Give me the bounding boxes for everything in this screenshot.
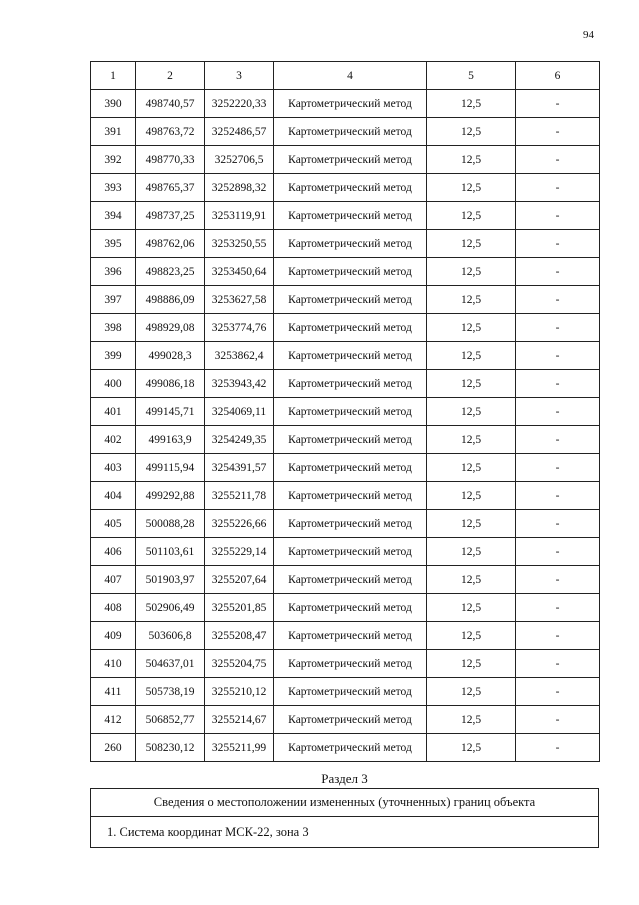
table-row: [91, 118, 600, 146]
table-cell: 392: [91, 146, 136, 174]
table-cell: 399: [91, 342, 136, 370]
header-cell: 1: [91, 62, 136, 90]
table-cell: 3255211,78: [205, 482, 274, 510]
table-cell: 12,5: [427, 650, 516, 678]
table-cell: 3255211,99: [205, 734, 274, 762]
table-cell: 12,5: [427, 594, 516, 622]
table-cell: 404: [91, 482, 136, 510]
table-cell: 3255226,66: [205, 510, 274, 538]
table-header-row: [91, 62, 600, 90]
table-cell: 500088,28: [136, 510, 205, 538]
table-row: [91, 230, 600, 258]
table-row: [91, 566, 600, 594]
info-box: [90, 788, 599, 848]
table-row: [91, 706, 600, 734]
table-cell: 401: [91, 398, 136, 426]
table-cell: Картометрический метод: [274, 398, 427, 426]
table-cell: 499028,3: [136, 342, 205, 370]
header-cell: 4: [274, 62, 427, 90]
table-cell: 3253250,55: [205, 230, 274, 258]
table-row: [91, 482, 600, 510]
table-cell: Картометрический метод: [274, 538, 427, 566]
table-cell: -: [516, 342, 600, 370]
table-cell: 498770,33: [136, 146, 205, 174]
table-cell: 398: [91, 314, 136, 342]
table-row: [91, 678, 600, 706]
table-cell: -: [516, 622, 600, 650]
table-cell: Картометрический метод: [274, 734, 427, 762]
table-cell: 498765,37: [136, 174, 205, 202]
table-cell: 12,5: [427, 202, 516, 230]
table-cell: 12,5: [427, 454, 516, 482]
table-cell: 3255229,14: [205, 538, 274, 566]
table-cell: Картометрический метод: [274, 174, 427, 202]
table-cell: Картометрический метод: [274, 706, 427, 734]
header-cell: 6: [516, 62, 600, 90]
table-cell: 393: [91, 174, 136, 202]
coordinate-system-line: 1. Система координат МСК-22, зона 3: [107, 825, 309, 839]
table-cell: 12,5: [427, 426, 516, 454]
table-cell: -: [516, 538, 600, 566]
table-cell: 391: [91, 118, 136, 146]
table-cell: 3253450,64: [205, 258, 274, 286]
table-cell: 12,5: [427, 622, 516, 650]
table-cell: -: [516, 510, 600, 538]
table-cell: 405: [91, 510, 136, 538]
table-cell: 502906,49: [136, 594, 205, 622]
table-cell: 3254069,11: [205, 398, 274, 426]
table-cell: 12,5: [427, 370, 516, 398]
table-cell: 499115,94: [136, 454, 205, 482]
table-cell: 260: [91, 734, 136, 762]
table-cell: 12,5: [427, 398, 516, 426]
table-cell: Картометрический метод: [274, 566, 427, 594]
table-cell: 408: [91, 594, 136, 622]
table-row: [91, 426, 600, 454]
table-cell: 499086,18: [136, 370, 205, 398]
table-row: [91, 538, 600, 566]
table-cell: 505738,19: [136, 678, 205, 706]
table-row: [91, 174, 600, 202]
header-cell: 2: [136, 62, 205, 90]
table-cell: 12,5: [427, 706, 516, 734]
table-cell: 12,5: [427, 174, 516, 202]
table-cell: 12,5: [427, 230, 516, 258]
table-cell: 12,5: [427, 286, 516, 314]
table-cell: 501103,61: [136, 538, 205, 566]
table-cell: -: [516, 426, 600, 454]
table-cell: 3252486,57: [205, 118, 274, 146]
table-cell: -: [516, 146, 600, 174]
table-row: [91, 314, 600, 342]
table-row: [91, 202, 600, 230]
table-cell: -: [516, 258, 600, 286]
table-cell: -: [516, 370, 600, 398]
table-row: [91, 146, 600, 174]
coordinates-table: [90, 61, 600, 762]
table-cell: Картометрический метод: [274, 258, 427, 286]
table-cell: -: [516, 482, 600, 510]
table-cell: 3252220,33: [205, 90, 274, 118]
table-cell: 411: [91, 678, 136, 706]
info-box-heading: Сведения о местоположении измененных (уточненных) границ объекта: [91, 789, 598, 817]
table-cell: 503606,8: [136, 622, 205, 650]
table-cell: 3252706,5: [205, 146, 274, 174]
table-cell: 3255214,67: [205, 706, 274, 734]
table-cell: 12,5: [427, 734, 516, 762]
table-cell: 400: [91, 370, 136, 398]
table-cell: 498740,57: [136, 90, 205, 118]
table-row: [91, 258, 600, 286]
table-cell: 504637,01: [136, 650, 205, 678]
table-cell: 402: [91, 426, 136, 454]
table-cell: 3255208,47: [205, 622, 274, 650]
table-cell: Картометрический метод: [274, 622, 427, 650]
table-cell: 3255201,85: [205, 594, 274, 622]
table-cell: 499145,71: [136, 398, 205, 426]
table-cell: -: [516, 650, 600, 678]
table-cell: 410: [91, 650, 136, 678]
table-cell: 12,5: [427, 146, 516, 174]
table-cell: Картометрический метод: [274, 370, 427, 398]
table-cell: -: [516, 706, 600, 734]
table-cell: 12,5: [427, 118, 516, 146]
table-row: [91, 342, 600, 370]
table-cell: Картометрический метод: [274, 594, 427, 622]
table-cell: -: [516, 286, 600, 314]
table-cell: 3253774,76: [205, 314, 274, 342]
table-row: [91, 90, 600, 118]
table-cell: 3252898,32: [205, 174, 274, 202]
table-cell: 3253862,4: [205, 342, 274, 370]
table-cell: Картометрический метод: [274, 314, 427, 342]
table-cell: -: [516, 90, 600, 118]
table-cell: 12,5: [427, 538, 516, 566]
table-row: [91, 286, 600, 314]
table-cell: Картометрический метод: [274, 342, 427, 370]
table-row: [91, 370, 600, 398]
table-cell: 395: [91, 230, 136, 258]
table-row: [91, 622, 600, 650]
table-cell: 3254249,35: [205, 426, 274, 454]
table-cell: 12,5: [427, 342, 516, 370]
table-cell: -: [516, 174, 600, 202]
table-cell: 498762,06: [136, 230, 205, 258]
table-cell: 12,5: [427, 258, 516, 286]
table-row: [91, 454, 600, 482]
table-cell: 498823,25: [136, 258, 205, 286]
table-cell: 412: [91, 706, 136, 734]
table-cell: Картометрический метод: [274, 286, 427, 314]
table-cell: 394: [91, 202, 136, 230]
table-cell: 506852,77: [136, 706, 205, 734]
table-row: [91, 510, 600, 538]
table-cell: Картометрический метод: [274, 118, 427, 146]
table-cell: -: [516, 202, 600, 230]
table-cell: 407: [91, 566, 136, 594]
table-row: [91, 398, 600, 426]
table-cell: 499292,88: [136, 482, 205, 510]
table-cell: 397: [91, 286, 136, 314]
table-cell: 499163,9: [136, 426, 205, 454]
table-cell: -: [516, 314, 600, 342]
table-cell: -: [516, 678, 600, 706]
table-cell: 403: [91, 454, 136, 482]
table-cell: -: [516, 454, 600, 482]
table-cell: Картометрический метод: [274, 482, 427, 510]
table-row: [91, 594, 600, 622]
table-cell: 3255210,12: [205, 678, 274, 706]
table-cell: 3254391,57: [205, 454, 274, 482]
table-cell: -: [516, 734, 600, 762]
header-cell: 5: [427, 62, 516, 90]
table-cell: 3253943,42: [205, 370, 274, 398]
table-cell: 12,5: [427, 90, 516, 118]
table-cell: 12,5: [427, 566, 516, 594]
table-cell: -: [516, 230, 600, 258]
table-row: [91, 650, 600, 678]
table-cell: Картометрический метод: [274, 678, 427, 706]
table-cell: -: [516, 566, 600, 594]
table-cell: 12,5: [427, 482, 516, 510]
table-cell: 409: [91, 622, 136, 650]
table-row: [91, 734, 600, 762]
page-number: 94: [583, 29, 594, 41]
table-cell: Картометрический метод: [274, 202, 427, 230]
table-cell: 406: [91, 538, 136, 566]
section-title: Раздел 3: [321, 771, 368, 786]
table-cell: 12,5: [427, 510, 516, 538]
table-cell: -: [516, 594, 600, 622]
table-cell: Картометрический метод: [274, 230, 427, 258]
table-cell: 396: [91, 258, 136, 286]
table-cell: 3253627,58: [205, 286, 274, 314]
header-cell: 3: [205, 62, 274, 90]
table-cell: 3253119,91: [205, 202, 274, 230]
table-body: [91, 90, 600, 762]
table-cell: 498886,09: [136, 286, 205, 314]
table-cell: Картометрический метод: [274, 650, 427, 678]
table-cell: 501903,97: [136, 566, 205, 594]
table-cell: 12,5: [427, 314, 516, 342]
table-cell: 498737,25: [136, 202, 205, 230]
table-cell: 390: [91, 90, 136, 118]
table-cell: Картометрический метод: [274, 426, 427, 454]
table-cell: 508230,12: [136, 734, 205, 762]
table-cell: 498763,72: [136, 118, 205, 146]
table-cell: Картометрический метод: [274, 90, 427, 118]
table-cell: Картометрический метод: [274, 454, 427, 482]
table-cell: 498929,08: [136, 314, 205, 342]
table-cell: Картометрический метод: [274, 510, 427, 538]
table-cell: 3255204,75: [205, 650, 274, 678]
table-cell: -: [516, 398, 600, 426]
table-cell: 12,5: [427, 678, 516, 706]
table-cell: 3255207,64: [205, 566, 274, 594]
table-cell: -: [516, 118, 600, 146]
table-cell: Картометрический метод: [274, 146, 427, 174]
